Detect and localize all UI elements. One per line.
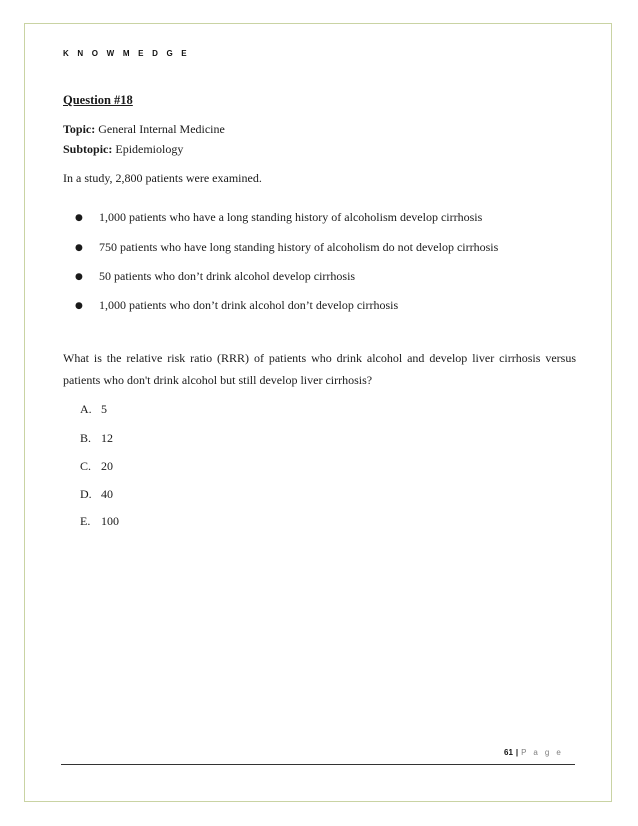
option-text: 12 <box>101 431 113 445</box>
page-number: 61 <box>504 748 513 757</box>
footer-divider <box>61 764 575 765</box>
answer-option-c[interactable] <box>80 459 113 474</box>
bullet-icon: ● <box>75 272 83 282</box>
page-footer <box>504 748 563 757</box>
option-text: 5 <box>101 402 107 416</box>
topic-label: Topic: <box>63 122 96 136</box>
answer-option-b[interactable] <box>80 431 113 446</box>
subtopic-value: Epidemiology <box>115 142 184 156</box>
answer-option-e[interactable] <box>80 514 119 529</box>
option-letter: B. <box>80 431 92 445</box>
option-text: 100 <box>101 514 119 528</box>
bullet-icon: ● <box>75 213 83 223</box>
option-text: 40 <box>101 487 113 501</box>
page-border <box>24 23 612 802</box>
question-prompt: What is the relative risk ratio (RRR) of patients who drink alcohol and develop liver cirrhosis versus patients who don't drink alcohol but still develop liver cirrhosis? <box>63 351 576 387</box>
bullet-text: 1,000 patients who don’t drink alcohol don’t develop cirrhosis <box>99 298 399 312</box>
list-item <box>75 210 482 225</box>
list-item <box>75 298 398 313</box>
answer-option-a[interactable] <box>80 402 107 417</box>
option-letter: A. <box>80 402 92 416</box>
footer-separator: | <box>515 748 519 757</box>
option-letter: C. <box>80 459 92 473</box>
list-item <box>75 269 355 284</box>
option-letter: D. <box>80 487 92 501</box>
bullet-icon: ● <box>75 301 83 311</box>
bullet-text: 750 patients who have long standing history of alcoholism do not develop cirrhosis <box>99 240 499 254</box>
header-brand: K N O W M E D G E <box>63 49 190 58</box>
bullet-text: 50 patients who don’t drink alcohol develop cirrhosis <box>99 269 356 283</box>
topic-line <box>63 122 225 137</box>
answer-option-d[interactable] <box>80 487 113 502</box>
question-title: Question #18 <box>63 93 133 107</box>
bullet-text: 1,000 patients who have a long standing history of alcoholism develop cirrhosis <box>99 210 483 224</box>
topic-value: General Internal Medicine <box>98 122 225 136</box>
option-letter: E. <box>80 514 91 528</box>
subtopic-line <box>63 142 183 157</box>
option-text: 20 <box>101 459 113 473</box>
bullet-icon: ● <box>75 243 83 253</box>
list-item <box>75 240 498 255</box>
subtopic-label: Subtopic: <box>63 142 113 156</box>
page-word: P a g e <box>521 748 564 757</box>
intro-text: In a study, 2,800 patients were examined. <box>63 171 262 185</box>
